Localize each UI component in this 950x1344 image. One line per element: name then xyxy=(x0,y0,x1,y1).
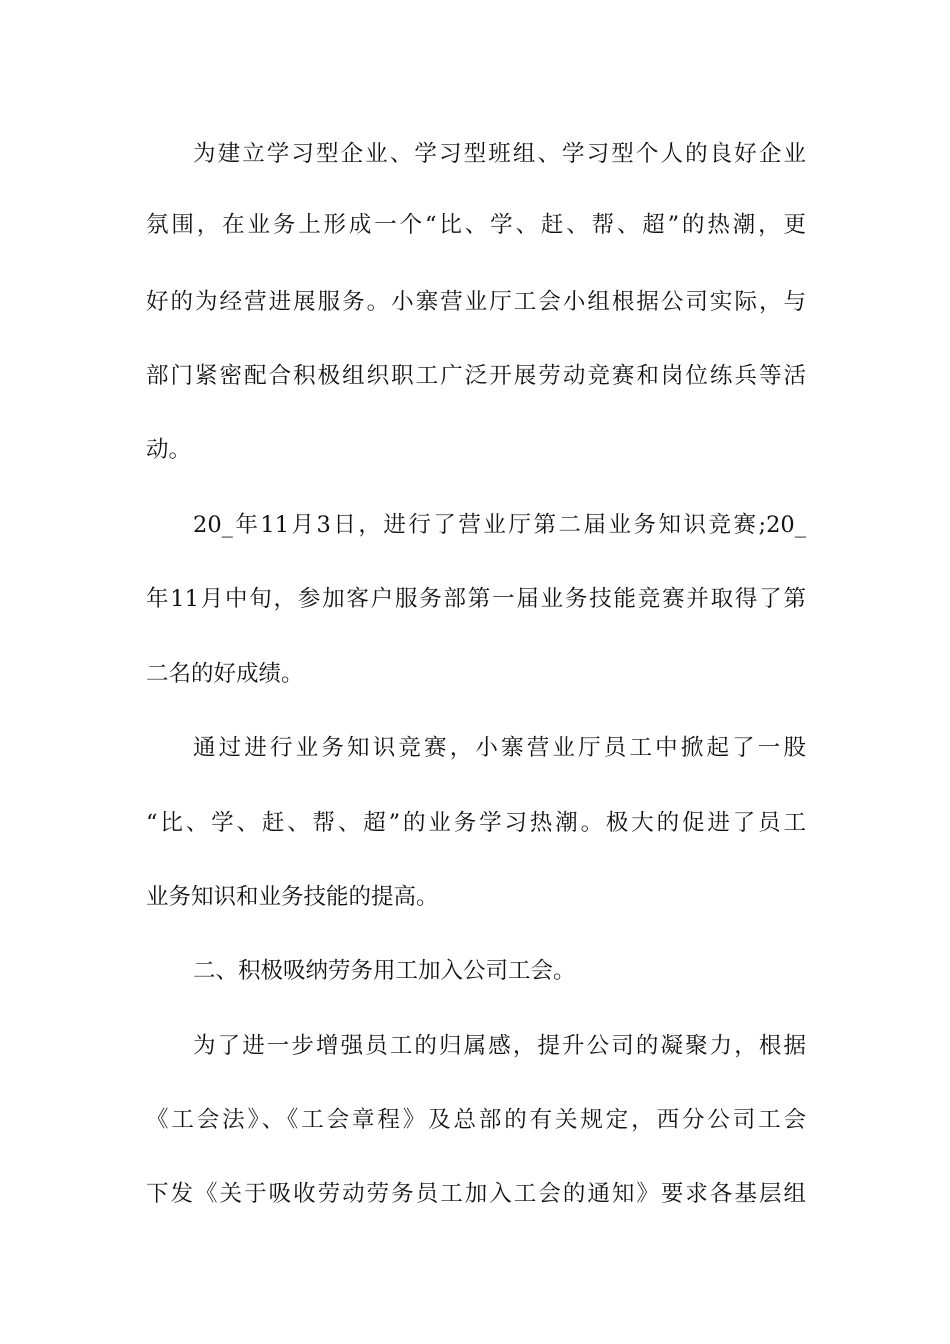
text-line: “比、学、赶、帮、超”的业务学习热潮。极大的促进了员工 xyxy=(146,810,806,836)
text-line: 20_年11月3日，进行了营业厅第二届业务知识竞赛;20_ xyxy=(193,512,806,538)
text-line: 氛围，在业务上形成一个“比、学、赶、帮、超”的热潮，更 xyxy=(146,212,806,238)
text-line: 为了进一步增强员工的归属感，提升公司的凝聚力，根据 xyxy=(193,1033,806,1059)
text-line: 二名的好成绩。 xyxy=(146,661,304,687)
text-line: 通过进行业务知识竞赛，小寨营业厅员工中掀起了一股 xyxy=(193,735,806,761)
text-line: 《工会法》、《工会章程》及总部的有关规定，西分公司工会 xyxy=(146,1107,806,1133)
text-line: 动。 xyxy=(146,437,192,463)
text-line: 年11月中旬，参加客户服务部第一届业务技能竞赛并取得了第 xyxy=(146,586,806,612)
section-heading: 二、积极吸纳劳务用工加入公司工会。 xyxy=(193,958,576,984)
text-line: 业务知识和业务技能的提高。 xyxy=(146,884,439,910)
text-line: 好的为经营进展服务。小寨营业厅工会小组根据公司实际，与 xyxy=(146,289,806,315)
text-line: 部门紧密配合积极组织职工广泛开展劳动竞赛和岗位练兵等活 xyxy=(146,363,806,389)
text-line: 为建立学习型企业、学习型班组、学习型个人的良好企业 xyxy=(193,141,806,167)
text-line: 下发《关于吸收劳动劳务员工加入工会的通知》要求各基层组 xyxy=(146,1181,806,1207)
